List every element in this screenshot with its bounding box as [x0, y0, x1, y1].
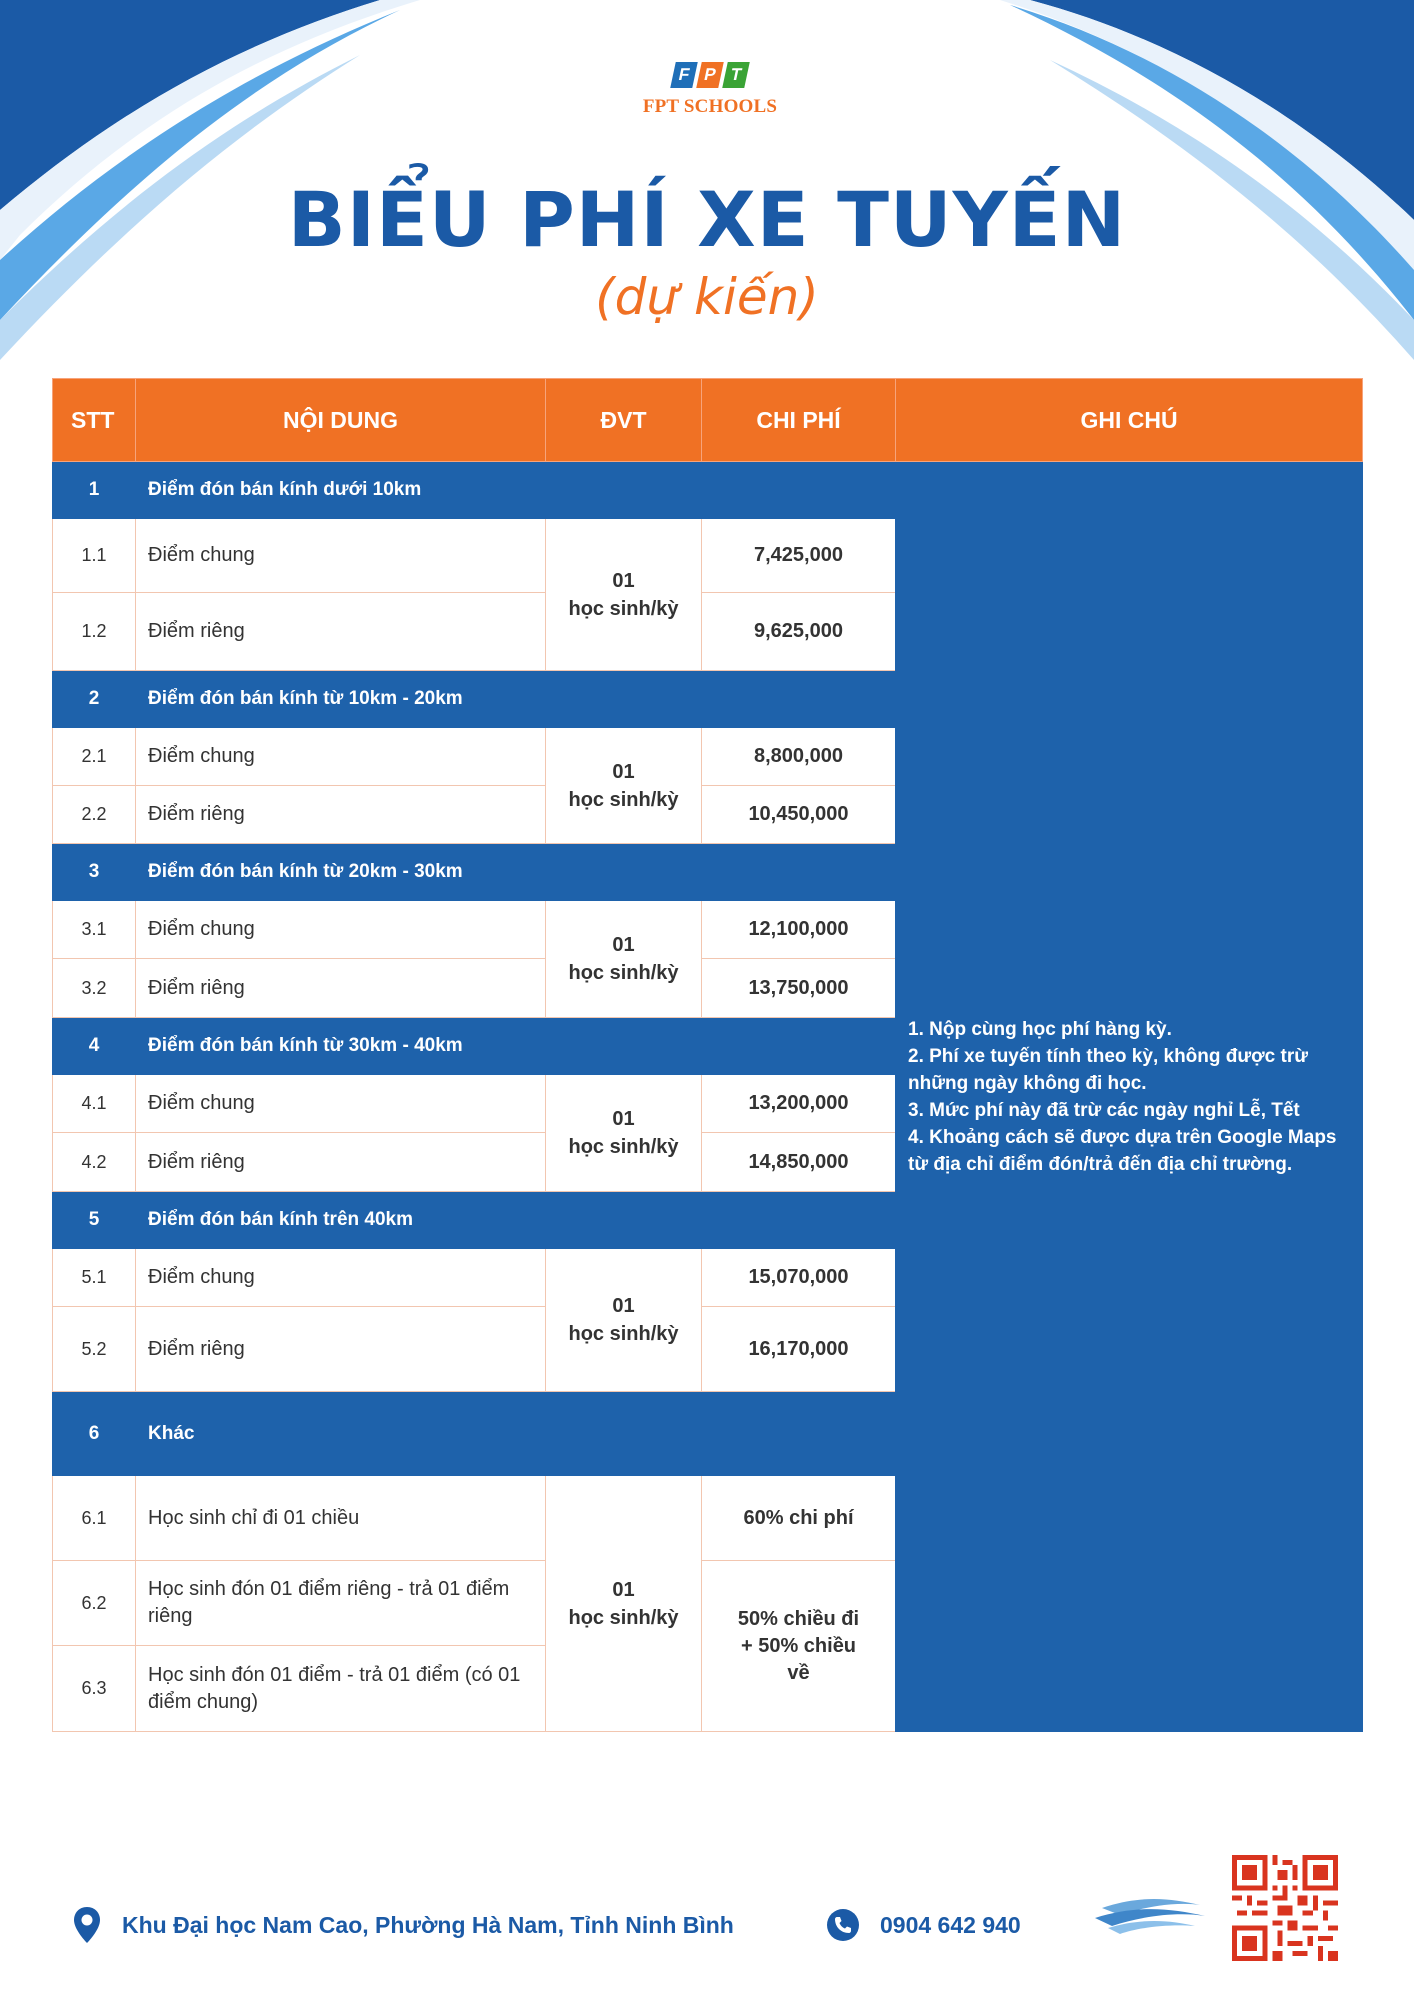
group-number: 1 [53, 462, 136, 519]
group-number: 5 [53, 1192, 136, 1249]
unit-cell [546, 1476, 702, 1732]
row-content: Điểm riêng [136, 1307, 546, 1392]
unit-label: học sinh/kỳ [568, 597, 679, 620]
address-text: Khu Đại học Nam Cao, Phường Hà Nam, Tỉnh Ninh Bình [122, 1911, 734, 1938]
qr-code-icon [1232, 1855, 1338, 1961]
unit-count: 01 [612, 760, 635, 783]
note-item: 3. Mức phí này đã trừ các ngày nghỉ Lễ, Tết [908, 1099, 1300, 1121]
group-number: 3 [53, 844, 136, 901]
group-title: Điểm đón bán kính dưới 10km [136, 462, 896, 519]
footer-address [72, 1905, 734, 1945]
page-title: BIỂU PHÍ XE TUYẾN [287, 175, 1127, 264]
row-content: Điểm chung [136, 901, 546, 959]
row-cost: 10,450,000 [702, 786, 896, 844]
row-number: 2.2 [53, 786, 136, 844]
row-number: 6.1 [53, 1476, 136, 1561]
fee-table [52, 378, 1363, 1732]
row-content: Điểm riêng [136, 959, 546, 1018]
row-number: 6.3 [53, 1646, 136, 1732]
group-number: 2 [53, 671, 136, 728]
logo-letter-t: T [722, 62, 750, 88]
group-number: 6 [53, 1392, 136, 1476]
unit-label: học sinh/kỳ [568, 962, 679, 984]
row-number: 6.2 [53, 1561, 136, 1646]
location-pin-icon [72, 1905, 102, 1945]
row-number: 4.2 [53, 1133, 136, 1192]
header-note: GHI CHÚ [896, 379, 1363, 462]
row-content: Điểm chung [136, 1075, 546, 1133]
header-unit: ĐVT [546, 379, 702, 462]
row-number: 3.2 [53, 959, 136, 1018]
row-content: Điểm riêng [136, 786, 546, 844]
unit-count: 01 [612, 1578, 635, 1601]
notes-cell [896, 462, 1363, 1732]
row-number: 1.1 [53, 519, 136, 593]
header-cost: CHI PHÍ [702, 379, 896, 462]
unit-cell [546, 1075, 702, 1192]
row-cost: 9,625,000 [702, 593, 896, 671]
note-item: 2. Phí xe tuyến tính theo kỳ, không được trừ những ngày không đi học. [908, 1045, 1308, 1094]
row-content: Điểm riêng [136, 1133, 546, 1192]
group-number: 4 [53, 1018, 136, 1075]
row-cost: 13,200,000 [702, 1075, 896, 1133]
page-subtitle: (dự kiến) [595, 268, 819, 326]
unit-cell [546, 519, 702, 671]
header-stt: STT [53, 379, 136, 462]
row-content: Điểm chung [136, 1249, 546, 1307]
row-number: 1.2 [53, 593, 136, 671]
row-cost: 50% chiều đi + 50% chiều về [702, 1561, 896, 1732]
note-item: 1. Nộp cùng học phí hàng kỳ. [908, 1018, 1172, 1040]
group-title: Khác [136, 1392, 896, 1476]
logo-letter-p: P [696, 62, 724, 88]
group-title: Điểm đón bán kính trên 40km [136, 1192, 896, 1249]
row-content: Điểm riêng [136, 593, 546, 671]
note-item: 4. Khoảng cách sẽ được dựa trên Google Maps từ địa chỉ điểm đón/trả đến địa chỉ trường. [908, 1126, 1337, 1175]
row-cost: 15,070,000 [702, 1249, 896, 1307]
unit-count: 01 [612, 569, 635, 592]
row-number: 5.1 [53, 1249, 136, 1307]
fpt-schools-logo [620, 62, 800, 118]
unit-cell [546, 901, 702, 1018]
unit-label: học sinh/kỳ [568, 1606, 679, 1629]
group-title: Điểm đón bán kính từ 10km - 20km [136, 671, 896, 728]
unit-count: 01 [612, 1108, 635, 1130]
phone-icon [826, 1908, 860, 1942]
group-row [53, 462, 1363, 519]
row-number: 4.1 [53, 1075, 136, 1133]
row-cost: 60% chi phí [702, 1476, 896, 1561]
unit-count: 01 [612, 1295, 635, 1317]
header-content: NỘI DUNG [136, 379, 546, 462]
group-title: Điểm đón bán kính từ 20km - 30km [136, 844, 896, 901]
unit-count: 01 [612, 934, 635, 956]
row-cost: 7,425,000 [702, 519, 896, 593]
row-number: 3.1 [53, 901, 136, 959]
unit-label: học sinh/kỳ [568, 1323, 679, 1345]
table-header-row [53, 379, 1363, 462]
brand-name: FPT SCHOOLS [642, 96, 778, 117]
row-number: 2.1 [53, 728, 136, 786]
unit-cell [546, 1249, 702, 1392]
group-title: Điểm đón bán kính từ 30km - 40km [136, 1018, 896, 1075]
row-content: Học sinh chỉ đi 01 chiều [136, 1476, 546, 1561]
row-cost: 13,750,000 [702, 959, 896, 1018]
footer-phone [826, 1905, 1021, 1945]
row-content: Điểm chung [136, 728, 546, 786]
logo-letter-f: F [670, 62, 698, 88]
unit-label: học sinh/kỳ [568, 1136, 679, 1158]
row-number: 5.2 [53, 1307, 136, 1392]
row-content: Học sinh đón 01 điểm - trả 01 điểm (có 01 điểm chung) [136, 1646, 546, 1732]
row-content: Điểm chung [136, 519, 546, 593]
unit-label: học sinh/kỳ [568, 788, 679, 811]
row-content: Học sinh đón 01 điểm riêng - trả 01 điểm riêng [136, 1561, 546, 1646]
row-cost: 8,800,000 [702, 728, 896, 786]
row-cost: 14,850,000 [702, 1133, 896, 1192]
row-cost: 12,100,000 [702, 901, 896, 959]
unit-cell [546, 728, 702, 844]
row-cost: 16,170,000 [702, 1307, 896, 1392]
phone-number: 0904 642 940 [880, 1911, 1021, 1938]
